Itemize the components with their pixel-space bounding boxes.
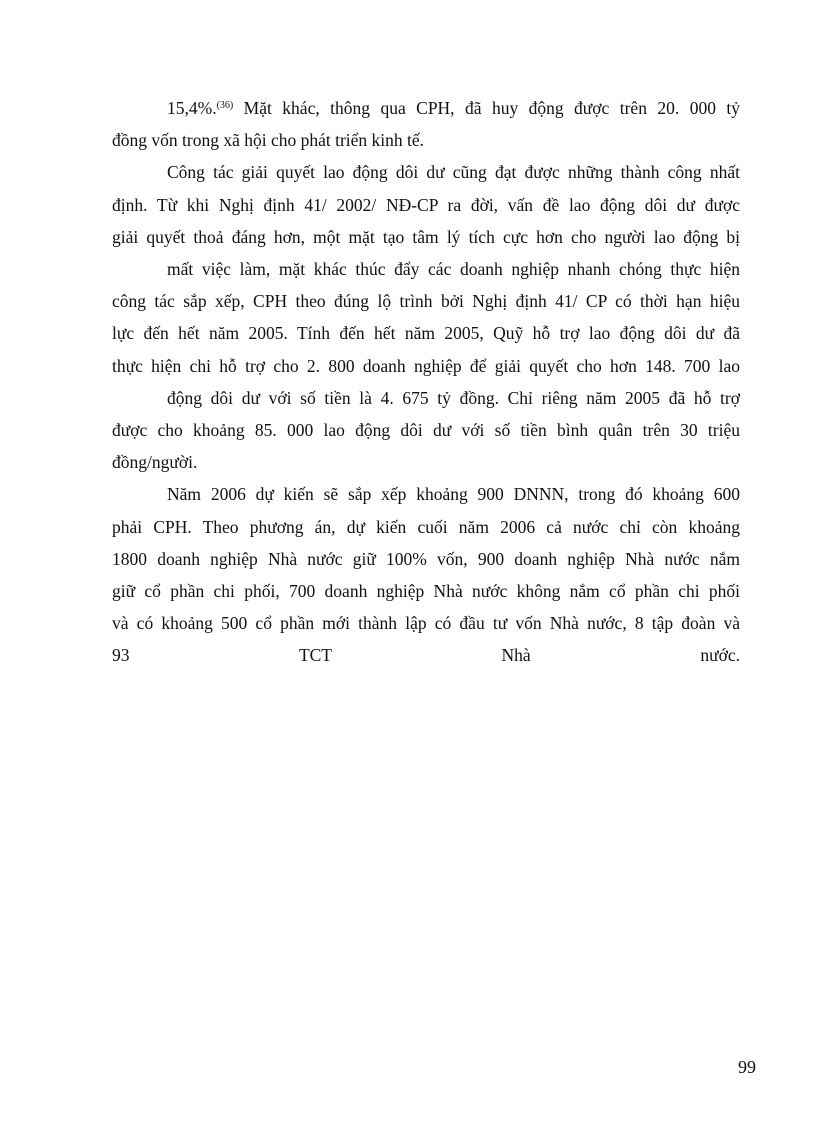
line-text: mất việc làm, mặt khác thúc đẩy các doanh nghiệp nhanh chóng thực hiện	[167, 259, 740, 280]
line-text: 1800 doanh nghiệp Nhà nước giữ 100% vốn, 900 doanh nghiệp Nhà nước nắm	[112, 548, 740, 569]
paragraph	[112, 90, 740, 156]
line-text: 93 TCT Nhà nước.	[112, 645, 740, 666]
line-text: công tác sắp xếp, CPH theo đúng lộ trình bởi Nghị định 41/ CP có thời hạn hiệu	[112, 291, 740, 312]
text-line	[112, 124, 740, 156]
line-text: được cho khoảng 85. 000 lao động dôi dư với số tiền bình quân trên 30 triệu	[112, 420, 740, 441]
text-line	[112, 478, 740, 510]
text-line	[112, 317, 740, 349]
text-line	[112, 543, 740, 575]
text-line	[112, 446, 740, 478]
line-text: giải quyết thoả đáng hơn, một mặt tạo tâm lý tích cực hơn cho người lao động bị	[112, 226, 740, 247]
line-text: đồng vốn trong xã hội cho phát triển kinh tế.	[112, 130, 425, 151]
text-line	[112, 189, 740, 221]
paragraph	[112, 156, 740, 478]
text-line	[112, 511, 740, 543]
paragraph	[112, 478, 740, 671]
page-number: 99	[738, 1057, 756, 1077]
text-line	[112, 350, 740, 382]
text-line	[112, 221, 740, 253]
line-text: động dôi dư với số tiền là 4. 675 tỷ đồng. Chỉ riêng năm 2005 đã hỗ trợ	[167, 387, 740, 408]
text-line	[112, 382, 740, 414]
line-text: Công tác giải quyết lao động dôi dư cũng đạt được những thành công nhất	[167, 162, 740, 183]
text-line	[112, 414, 740, 446]
line-text: giữ cổ phần chi phối, 700 doanh nghiệp Nhà nước không nắm cổ phần chi phối	[112, 581, 740, 602]
text-line	[112, 285, 740, 317]
line-text: 15,4%.	[167, 98, 217, 118]
line-text: phải CPH. Theo phương án, dự kiến cuối năm 2006 cả nước chỉ còn khoảng	[112, 516, 740, 537]
text-line	[112, 575, 740, 607]
line-text: lực đến hết năm 2005. Tính đến hết năm 2005, Quỹ hỗ trợ lao động dôi dư đã	[112, 323, 740, 344]
text-line	[112, 156, 740, 188]
line-text: định. Từ khi Nghị định 41/ 2002/ NĐ-CP ra đời, vấn đề lao động dôi dư được	[112, 194, 740, 215]
line-text: và có khoảng 500 cổ phần mới thành lập có đầu tư vốn Nhà nước, 8 tập đoàn và	[112, 613, 740, 634]
text-line	[112, 639, 740, 671]
body-text	[112, 90, 740, 672]
footnote-reference: (36)	[216, 100, 234, 111]
line-text: đồng/người.	[112, 452, 198, 473]
line-text: thực hiện chi hỗ trợ cho 2. 800 doanh nghiệp để giải quyết cho hơn 148. 700 lao	[112, 355, 740, 376]
text-line	[112, 607, 740, 639]
line-text: Năm 2006 dự kiến sẽ sắp xếp khoảng 900 DNNN, trong đó khoảng 600	[167, 484, 740, 505]
line-text-continued: Mặt khác, thông qua CPH, đã huy động được trên 20. 000 tỷ	[233, 98, 740, 118]
text-line	[112, 90, 740, 124]
text-line	[112, 253, 740, 285]
